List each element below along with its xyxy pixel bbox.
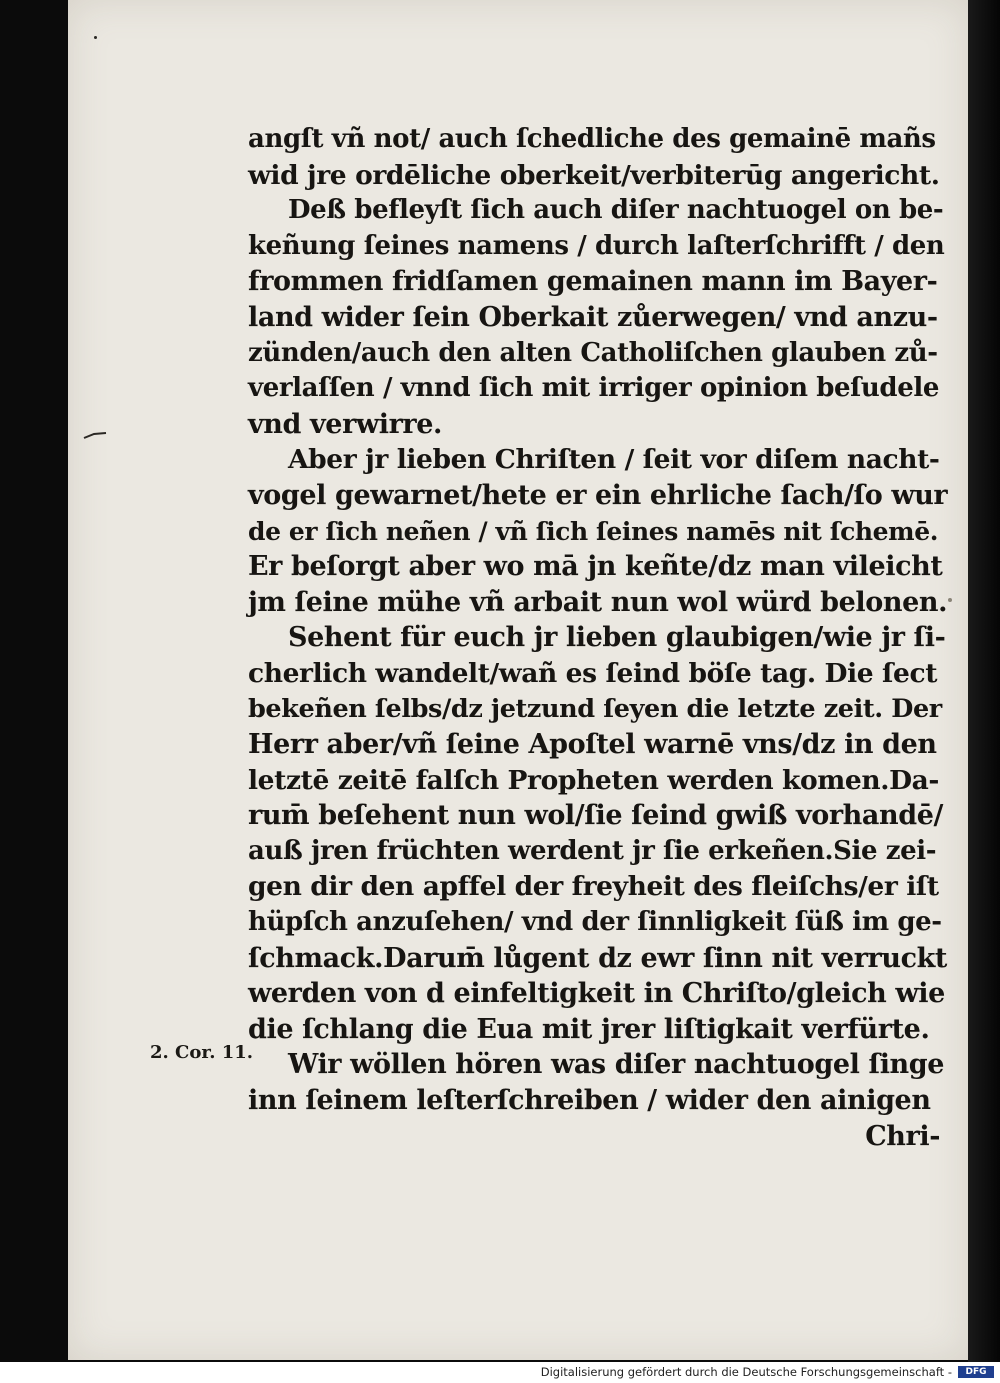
- text-line: Sehent für euch jr lieben glaubigen/wie jr ſi-: [288, 622, 946, 654]
- text-line: de er ſich neñen / vñ ſich ſeines namēs nit ſchemē.: [248, 516, 939, 546]
- text-line: Aber jr lieben Chriſten / ſeit vor diſem nacht-: [288, 444, 940, 476]
- text-line: cherlich wandelt/wañ es ſeind böſe tag. Die ſect: [248, 657, 938, 689]
- text-column: [248, 122, 948, 1154]
- text-line: rum̄ beſehent nun wol/ſie ſeind gwiß vorhandē/: [248, 800, 943, 832]
- text-line: frommen fridſamen gemainen mann im Bayer-: [248, 266, 938, 298]
- dfg-logo: DFG: [958, 1366, 994, 1378]
- catchword: Chri-: [865, 1120, 940, 1152]
- text-line: bekeñen ſelbs/dz jetzund ſeyen die letzte zeit. Der: [248, 693, 942, 724]
- text-line: Er beſorgt aber wo mā jn keñte/dz man vileicht: [248, 551, 943, 583]
- text-line: auß jren früchten werdent jr ſie erkeñen.Sie zei-: [248, 835, 937, 866]
- text-line: land wider ſein Oberkait zůerwegen/ vnd anzu-: [248, 301, 938, 333]
- text-line: letztē zeitē falſch Propheten werden komen.Da-: [248, 764, 940, 796]
- text-line: vnd verwirre.: [248, 408, 443, 440]
- text-line: keñung ſeines namens / durch laſterſchrifft / den: [248, 230, 945, 261]
- text-line: wid jre ordēliche oberkeit/verbiterūg angericht.: [248, 159, 940, 191]
- scan-edge: [968, 0, 1000, 1362]
- text-line: Deß befleyſt ſich auch diſer nachtuogel on be-: [288, 195, 944, 226]
- margin-reference: 2. Cor. 11.: [150, 1042, 254, 1063]
- text-line: die ſchlang die Eua mit jrer liſtigkait verfürte.: [248, 1013, 930, 1045]
- text-line: werden von d einfeltigkeit in Chriſto/gleich wie: [248, 978, 945, 1010]
- text-line: zünden/auch den alten Catholiſchen glauben zů-: [248, 337, 938, 368]
- text-line: gen dir den apffel der freyheit des fleiſchs/er iſt: [248, 871, 939, 903]
- text-line: inn ſeinem leſterſchreiben / wider den ainigen: [248, 1085, 931, 1117]
- funding-credit: Digitalisierung gefördert durch die Deutsche Forschungsgemeinschaft -: [540, 1365, 952, 1379]
- footer-bar: [0, 1362, 1000, 1383]
- text-line: Wir wöllen hören was diſer nachtuogel ſinge: [288, 1049, 945, 1081]
- text-line: ſchmack.Darum̄ lůgent dz ewr ſinn nit verruckt: [248, 942, 947, 974]
- margin-pen-mark: [82, 430, 108, 440]
- text-line: verlaſſen / vnnd ſich mit irriger opinion beſudele: [248, 373, 939, 404]
- text-line: Herr aber/vñ ſeine Apoſtel warnē vns/dz in den: [248, 729, 937, 761]
- text-line: angſt vñ not/ auch ſchedliche des gemainē mañs: [248, 124, 936, 154]
- ink-speck: [948, 598, 952, 602]
- text-line: vogel gewarnet/hete er ein ehrliche ſach/ſo wur: [248, 479, 948, 511]
- text-line: jm ſeine mühe vñ arbait nun wol würd belonen.: [248, 586, 948, 618]
- text-line: hüpſch anzuſehen/ vnd der ſinnligkeit ſüß im ge-: [248, 907, 942, 938]
- ink-speck: [94, 36, 97, 39]
